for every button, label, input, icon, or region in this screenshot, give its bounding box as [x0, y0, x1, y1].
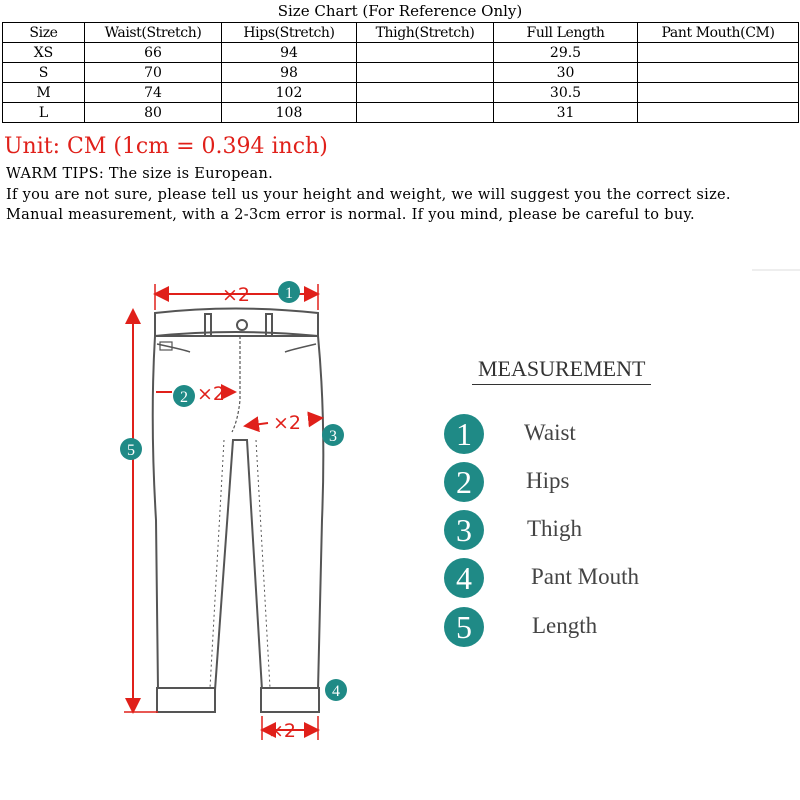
legend-number: 4 — [444, 558, 484, 598]
table-cell — [638, 103, 799, 123]
table-row — [3, 103, 799, 123]
legend-number: 5 — [444, 607, 484, 647]
svg-text:2: 2 — [180, 389, 188, 406]
table-cell: XS — [3, 43, 85, 63]
table-cell — [638, 63, 799, 83]
pants-illustration — [153, 309, 324, 713]
table-row — [3, 83, 799, 103]
table-cell — [638, 83, 799, 103]
table-cell: 74 — [85, 83, 222, 103]
legend-label: Hips — [526, 468, 570, 493]
table-row — [3, 63, 799, 83]
table-cell: 66 — [85, 43, 222, 63]
diagram-marker-2 — [173, 385, 195, 407]
table-cell — [357, 83, 494, 103]
legend-number: 3 — [444, 510, 484, 550]
legend-item-pant-mouth — [444, 558, 704, 598]
legend-label: Pant Mouth — [531, 564, 639, 589]
diagram-marker-3 — [322, 424, 344, 446]
svg-text:4: 4 — [332, 683, 340, 700]
header-size: Size — [3, 23, 85, 43]
table-cell — [357, 63, 494, 83]
tip-line: WARM TIPS: The size is European. — [6, 166, 274, 182]
header-hips: Hips(Stretch) — [222, 23, 357, 43]
header-waist: Waist(Stretch) — [85, 23, 222, 43]
pants-measurement-diagram — [0, 268, 800, 750]
legend-label: Thigh — [527, 516, 582, 541]
size-chart-title: Size Chart (For Reference Only) — [277, 2, 523, 20]
table-cell — [638, 43, 799, 63]
table-cell: S — [3, 63, 85, 83]
legend-number: 2 — [444, 462, 484, 502]
header-pant-mouth: Pant Mouth(CM) — [638, 23, 799, 43]
tip-line: If you are not sure, please tell us your height and weight, we will suggest you the correct size. — [6, 186, 731, 203]
pant-mouth-x2-label: ×2 — [268, 720, 297, 742]
legend-number: 1 — [444, 414, 484, 454]
legend-label: Length — [532, 613, 598, 638]
diagram-marker-5 — [120, 438, 142, 460]
measurement-legend-title: MEASUREMENT — [472, 356, 651, 385]
table-cell: 30 — [494, 63, 638, 83]
hips-x2-label: ×2 — [197, 383, 226, 405]
table-cell: 80 — [85, 103, 222, 123]
table-cell: 29.5 — [494, 43, 638, 63]
table-cell — [357, 103, 494, 123]
svg-text:3: 3 — [329, 428, 337, 445]
table-header-row — [3, 23, 799, 43]
svg-text:1: 1 — [285, 285, 293, 302]
warm-tips — [6, 164, 796, 226]
diagram-marker-4 — [325, 679, 347, 701]
header-thigh: Thigh(Stretch) — [357, 23, 494, 43]
table-cell: 98 — [222, 63, 357, 83]
legend-item-waist — [444, 414, 704, 454]
table-cell: 108 — [222, 103, 357, 123]
legend-label: Waist — [524, 420, 576, 445]
table-cell: 31 — [494, 103, 638, 123]
svg-text:5: 5 — [127, 442, 135, 459]
table-cell: 70 — [85, 63, 222, 83]
waist-x2-label: ×2 — [222, 284, 251, 306]
size-table — [2, 22, 799, 123]
table-cell: M — [3, 83, 85, 103]
legend-item-thigh — [444, 510, 704, 550]
table-cell: 102 — [222, 83, 357, 103]
legend-item-length — [444, 607, 704, 647]
thigh-x2-label: ×2 — [273, 412, 302, 434]
table-cell — [357, 43, 494, 63]
table-cell: 94 — [222, 43, 357, 63]
table-cell: L — [3, 103, 85, 123]
table-cell: 30.5 — [494, 83, 638, 103]
tip-line: Manual measurement, with a 2-3cm error is normal. If you mind, please be careful to buy. — [6, 207, 695, 223]
table-row — [3, 43, 799, 63]
legend-item-hips — [444, 462, 704, 502]
header-full-length: Full Length — [494, 23, 638, 43]
unit-note: Unit: CM (1cm = 0.394 inch) — [4, 134, 328, 159]
diagram-marker-1 — [278, 281, 300, 303]
